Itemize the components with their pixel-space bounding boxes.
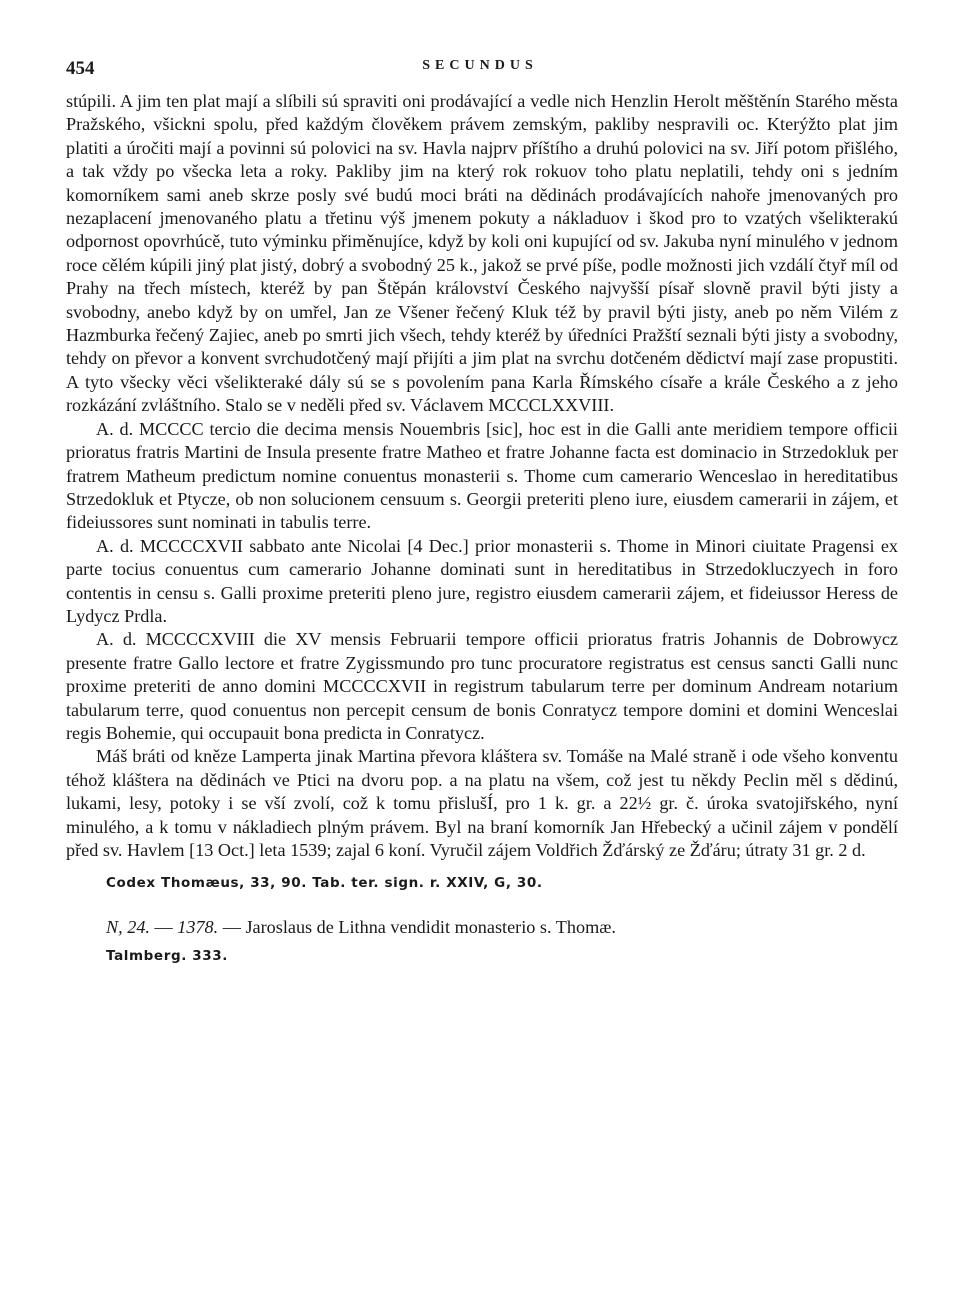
paragraph-czech-sale: stúpili. A jim ten plat mají a slíbili sú spraviti oni prodávající a vedle nich Henzlin Herolt měštěnín Starého města Pražského, všickni spolu, před každým člověkem právem zemským, pakliby nespravili oc. Kterýžto plat jim platiti a úročiti mají a povinni sú polovici na sv. Havla najprv příštího a druhú polovici na sv. Jiří potom přišlého, a tak vždy po všecka leta a roky. Pakliby jim na který rok rokuov toho platu neplatili, tehdy oni s jedním komorníkem sami aneb skrze posly své budú moci bráti na dědinách prodávajících nahoře jmenovaných pro nezaplacení jmenovaného platu a třetinu výš jmenem pokuty a nákladuov i škod pro to vzatých všelikterakú odpornost opovrhúcě, tuto výminku přiměnujíce, když by koli oni kupující od sv. Jakuba nyní minulého v jednom roce cělém kúpili jiný plat jistý, dobrý a svobodný 25 k., jakož se prvé píše, podle možnosti jich vzdálí čtyř míl od Prahy na třech místech, kteréž by pan Štěpán království Českého najvyšší písař slovně pravil býti jisty a svobodny, anebo když by on umřel, Jan ze Všener řečený Kluk též by pravil býti jisty, aneb po něm Vilém z Hazmburka řečený Zajiec, aneb po smrti jich všech, tehdy kteréž by úředníci Pražští seznali býti jisty a svobodny, tehdy on převor a konvent svrchudotčený mají přijíti a jim plat na svrchu dotčeném dědictví mají zase propustiti. A tyto všecky věci všelikteraké dály sú se s povolením pana Karla Římského císaře a krále Českého a z jeho rozkázání zvláštního. Stalo se v neděli před sv. Václavem MCCCLXXVIII. [66, 91, 898, 416]
source-citation: Codex Thomæus, 33, 90. Tab. ter. sign. r. XXIV, G, 30. [106, 875, 543, 892]
entry-number: N, 24. [106, 916, 150, 937]
body-text [66, 90, 898, 969]
paragraph-latin-1418: A. d. MCCCCXVIII die XV mensis Februarii tempore officii prioratus fratris Johannis de Dobrowycz presente fratre Gallo lectore et fratre Zygissmundo pro tunc procuratore registratus est census sancti Galli nunc proxime preteriti de anno domini MCCCCXVII in registrum tabularum terre per dominum Andream notarium tabularum terre, quod conuentus non percepit censum de bonis Conratycz tempore domini et domini Wenceslai regis Bohemie, qui occupauit bona predicta in Conratycz. [66, 629, 898, 743]
entry-title: Jaroslaus de Lithna vendidit monasterio s. Thomæ. [245, 916, 616, 937]
entry-dash: — [149, 916, 178, 937]
paragraph-czech-1539: Máš bráti od kněze Lamperta jinak Martina převora kláštera sv. Tomáše na Malé straně i ode všeho konventu téhož kláštera na dědinách ve Ptici na dvoru pop. a na platu na všem, což jest tu někdy Peclin měl s dědinú, lukami, lesy, potoky i se vší zvolí, což k tomu přislušÍ, pro 1 k. gr. a 22½ gr. č. úroka svatojiřského, nyní minulého, a k tomu v nákladiech plným právem. Byl na braní komorník Jan Hřebecký a učinil zájem v pondělí před sv. Havlem [13 Oct.] leta 1539; zajal 6 koní. Vyručil zájem Voldřich Žďárský ze Žďáru; útraty 31 gr. 2 d. [66, 746, 898, 860]
next-entry-source: Talmberg. 333. [106, 948, 228, 965]
paragraph-latin-1403: A. d. MCCCC tercio die decima mensis Nouembris [sic], hoc est in die Galli ante meridiem tempore officii prioratus fratris Martini de Insula presente fratre Matheo et fratre Johanne facta est dominacio in Strzedokluk per fratrem Matheum predictum nomine conuentus monasterii s. Thome cum camerario Wenceslao in hereditatibus Strzedokluk et Ptycze, ob non solucionem censuum s. Georgii preteriti pleno iure, eiusdem camerarii in zájem, et fideiussores sunt nominati in tabulis terre. [66, 418, 898, 533]
entry-dash: — [218, 916, 246, 937]
running-head: SECUNDUS [422, 58, 538, 73]
paragraph-latin-1417: A. d. MCCCCXVII sabbato ante Nicolai [4 Dec.] prior monasterii s. Thome in Minori ciuitate Pragensi ex parte tocius conuentus cum camerario Johanne dominati sunt in hereditatibus in Strzedokluczyech in foro contentis in censu s. Galli proxime preteriti pleno jure, registro eiusdem camerarii zájem, et fideiussor Heress de Lydycz Prdla. [66, 535, 898, 626]
page-number: 454 [66, 58, 95, 79]
entry-year: 1378. [177, 916, 219, 937]
next-entry-heading [66, 916, 898, 939]
